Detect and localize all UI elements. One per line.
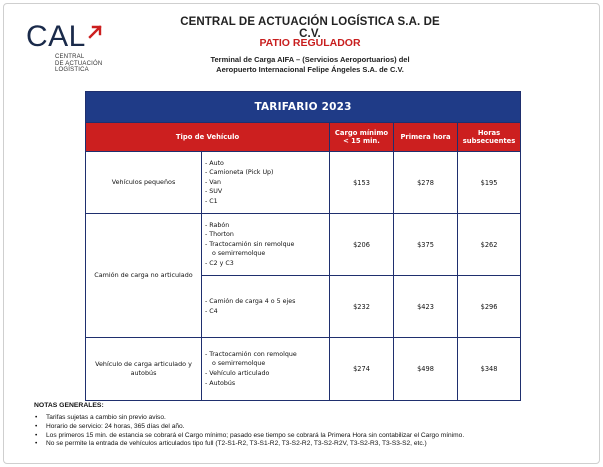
column-header: Tipo de Vehículo [86,123,330,152]
vehicle-category: Camión de carga no articulado [86,214,202,338]
tariff-table [85,91,521,401]
vehicle-list [202,152,330,214]
vehicle-list [202,276,330,338]
price-horas-subsecuentes: $195 [458,152,521,214]
page-subtitle: PATIO REGULADOR [259,37,361,49]
list-item: o semirremolque [212,250,266,258]
vehicle-list [202,214,330,276]
column-header: Cargo mínimo < 15 min. [330,123,394,152]
logo-text: CAL [26,20,86,53]
list-item: - C1 [205,197,329,207]
list-item: - Van [205,178,329,188]
price-cargo-minimo: $232 [330,276,394,338]
table-row [86,152,521,214]
price-cargo-minimo: $274 [330,338,394,401]
company-title: CENTRAL DE ACTUACIÓN LOGÍSTICA S.A. DE C.V. [180,16,440,40]
arrow-icon [87,24,103,40]
note-item: • Los primeros 15 min. de estancia se cobrará el Cargo mínimo; pasado ese tiempo se cobrará la Primera Hora sin contabilizar el Cargo mínimo. [46,432,594,441]
list-item: - Thorton [205,230,329,240]
list-item: - C2 y C3 [205,259,329,269]
price-horas-subsecuentes: $262 [458,214,521,276]
list-item: - Auto [205,159,329,169]
vehicle-list [202,338,330,401]
terminal-description: Terminal de Carga AIFA – (Servicios Aeroportuarios) del Aeropuerto Internacional Felipe Ángeles S.A. de C.V. [210,55,410,74]
list-item: - Autobús [205,379,329,389]
table-title: TARIFARIO 2023 [86,92,521,123]
list-item: - Rabón [205,221,329,231]
notes-title: NOTAS GENERALES: [34,402,104,409]
note-item: • No se permite la entrada de vehículos articulados tipo full (T2-S1-R2, T3-S1-R2, T3-S2-R2, T3-S2-R2V, T3-S2-R3, T3-S3-S2, etc.) [46,440,594,449]
general-notes [34,402,594,449]
list-item: - C4 [205,307,329,317]
note-item: • Horario de servicio: 24 horas, 365 días del año. [46,423,594,432]
table-row [86,214,521,276]
column-header: Horas subsecuentes [458,123,521,152]
list-item: - Tractocamión sin remolque [205,240,329,250]
price-primera-hora: $498 [394,338,458,401]
price-horas-subsecuentes: $296 [458,276,521,338]
column-header: Primera hora [394,123,458,152]
vehicle-category: Vehículo de carga articulado y autobús [86,338,202,401]
price-primera-hora: $278 [394,152,458,214]
list-item: - SUV [205,187,329,197]
table-row [86,338,521,401]
list-item: - Camioneta (Pick Up) [205,168,329,178]
price-cargo-minimo: $206 [330,214,394,276]
company-logo [26,22,106,74]
vehicle-category: Vehículos pequeños [86,152,202,214]
price-horas-subsecuentes: $348 [458,338,521,401]
list-item: - Tractocamión con remolque [205,350,329,360]
price-cargo-minimo: $153 [330,152,394,214]
price-primera-hora: $375 [394,214,458,276]
price-primera-hora: $423 [394,276,458,338]
logo-subtitle: CENTRAL DE ACTUACIÓN LOGÍSTICA [55,54,103,73]
list-item: o semirremolque [212,360,266,368]
note-item: • Tarifas sujetas a cambio sin previo aviso. [46,414,594,423]
list-item: - Camión de carga 4 o 5 ejes [205,297,329,307]
list-item: - Vehículo articulado [205,369,329,379]
